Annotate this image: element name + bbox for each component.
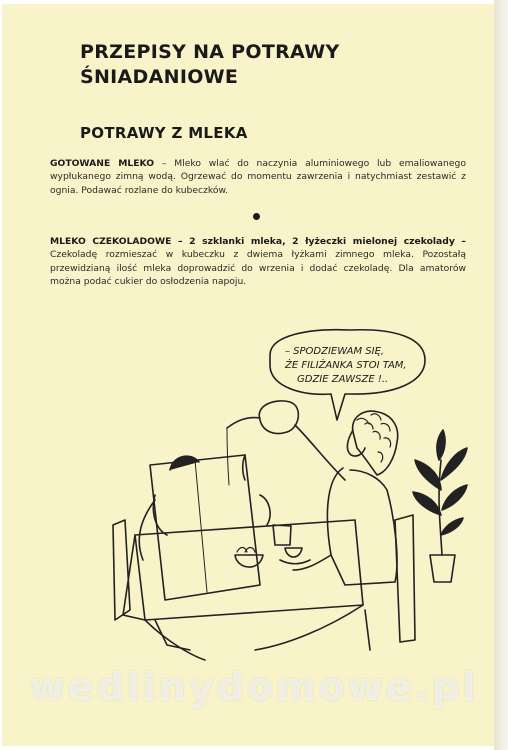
page-title-line-2: ŚNIADANIOWE bbox=[80, 66, 239, 88]
speech-line-2: ŻE FILIŻANKA STOI TAM, bbox=[285, 360, 407, 371]
recipe-chocolate-milk-text: Czekoladę rozmieszać w kubeczku z dwiema łyżkami zimnego mleka. Pozostałą przewidzianą ilość mleka doprowadzić do wrzenia i dodać czekoladę. Dla amatorów można podać cukier do osłodzenia napoju. bbox=[50, 249, 466, 287]
speech-line-3: GDZIE ZAWSZE !.. bbox=[297, 374, 389, 385]
teapot bbox=[259, 401, 298, 434]
watermark: wedlinydomowe.pl bbox=[29, 665, 479, 709]
section-title: POTRAWY Z MLEKA bbox=[80, 124, 248, 142]
recipe-boiled-milk-heading: GOTOWANE MLEKO bbox=[50, 158, 155, 169]
sugar-bowl bbox=[235, 555, 263, 567]
speech-line-1: – SPODZIEWAM SIĘ, bbox=[285, 346, 385, 357]
recipe-boiled-milk bbox=[50, 157, 466, 197]
page-edge bbox=[494, 0, 508, 750]
recipe-chocolate-milk-heading: MLEKO CZEKOLADOWE – 2 szklanki mleka, 2 łyżeczki mielonej czekolady – bbox=[50, 236, 466, 247]
woman-body bbox=[327, 468, 397, 585]
chair-right bbox=[395, 515, 415, 642]
milk-jug bbox=[273, 525, 291, 545]
man-head bbox=[170, 456, 199, 470]
page-title bbox=[80, 40, 340, 90]
potted-plant bbox=[430, 555, 455, 582]
cup-on-saucer bbox=[285, 548, 302, 557]
woman-arm bbox=[295, 425, 345, 480]
recipe-boiled-milk-text: – Mleko wlać do naczynia aluminiowego lub emaliowanego wypłukanego zimną wodą. Ogrzewać do momentu zawrzenia i natychmiast zestawić z ognia. Podawać rozlane do kubeczków. bbox=[50, 158, 466, 196]
page-title-line-1: PRZEPISY NA POTRAWY bbox=[80, 41, 340, 63]
breakfast-cartoon-illustration bbox=[95, 320, 475, 665]
section-separator-dot bbox=[253, 213, 260, 220]
svg-text:– SPODZIEWAM SIĘ, ŻE FILIŻ bbox=[284, 346, 410, 385]
recipe-chocolate-milk bbox=[50, 235, 466, 288]
chair-left bbox=[113, 520, 130, 620]
